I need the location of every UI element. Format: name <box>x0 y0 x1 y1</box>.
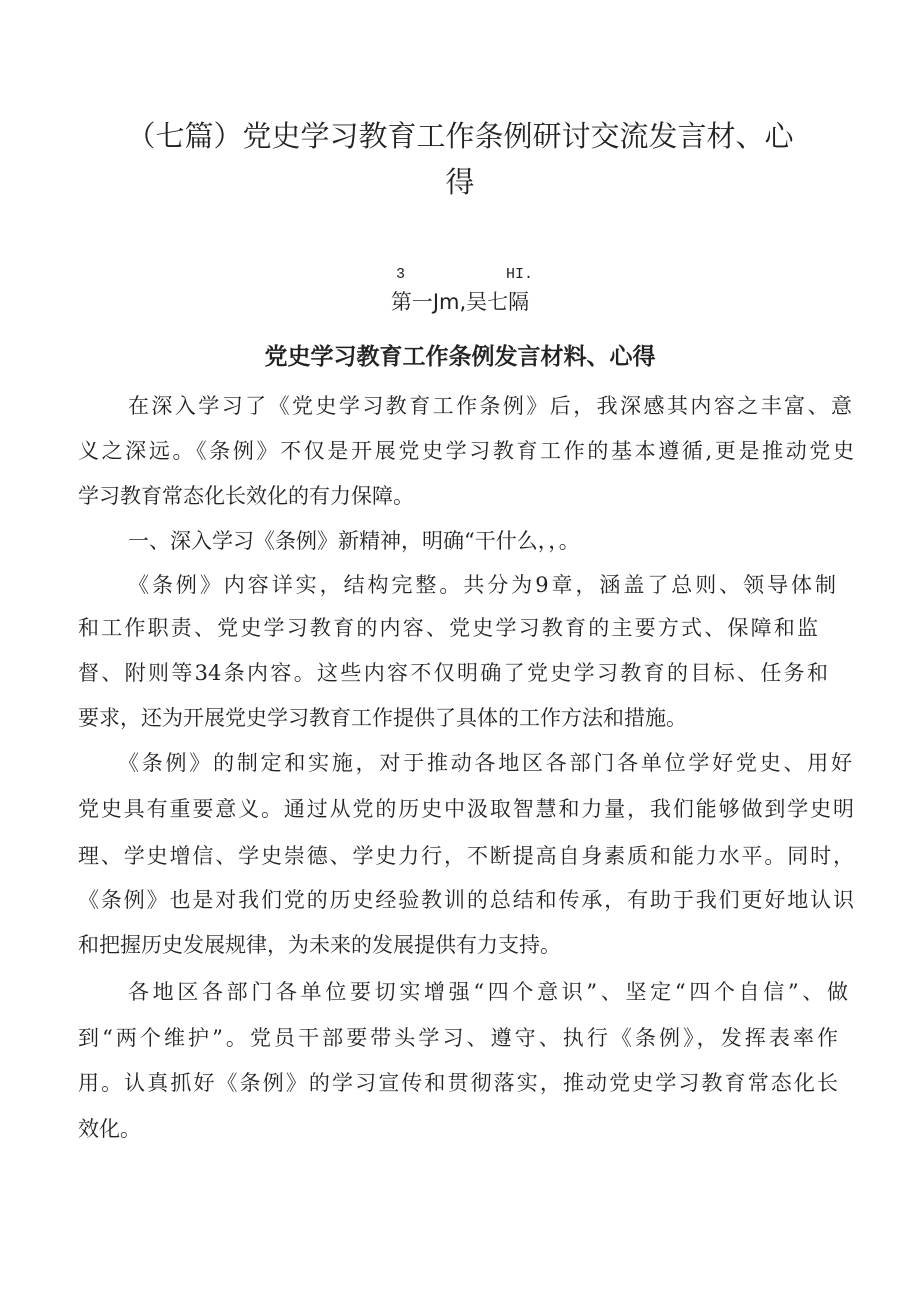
superscript-left: 3 <box>396 266 406 283</box>
body-line: 《条例》内容详实，结构完整。共分为9章，涵盖了总则、领导体制 <box>128 573 836 597</box>
body-line: 在深入学习了《党史学习教育工作条例》后，我深感其内容之丰富、意 <box>128 394 852 418</box>
body-line: 到“两个维护”。党员干部要带头学习、遵守、执行《条例》，发挥表率作 <box>78 1026 838 1050</box>
body-line: 各地区各部门各单位要切实增强“四个意识”、坚定“四个自信”、做 <box>128 980 848 1004</box>
body-line: 和把握历史发展规律，为未来的发展提供有力支持。 <box>78 933 561 957</box>
body-line: 《条例》的制定和实施，对于推动各地区各部门各单位学好党史、用好 <box>118 751 852 775</box>
body-line: 《条例》也是对我们党的历史经验教训的总结和传承，有助于我们更好地认识 <box>78 888 854 912</box>
body-line: 效化。 <box>78 1117 141 1141</box>
body-line: 和工作职责、党史学习教育的内容、党史学习教育的主要方式、保障和监 <box>78 616 818 640</box>
body-line: 理、学史增信、学史崇德、学史力行，不断提高自身素质和能力水平。同时， <box>78 844 854 868</box>
body-line: 督、附则等34条内容。这些内容不仅明确了党史学习教育的目标、任务和 <box>78 661 828 685</box>
section-heading: 一、深入学习《条例》新精神，明确“干什么，，。 <box>128 529 580 553</box>
body-line: 学习教育常态化长效化的有力保障。 <box>78 484 414 508</box>
article-title: 党史学习教育工作条例发言材料、心得 <box>264 344 656 370</box>
document-title-line-2: 得 <box>445 165 475 199</box>
superscript-right: HI. <box>506 266 534 283</box>
body-line: 义之深远。《条例》不仅是开展党史学习教育工作的基本遵循,更是推动党史 <box>78 439 854 463</box>
body-line: 要求，还为开展党史学习教育工作提供了具体的工作方法和措施。 <box>78 706 687 730</box>
body-line: 用。认真抓好《条例》的学习宣传和贯彻落实，推动党史学习教育常态化长 <box>78 1071 838 1095</box>
body-line: 党史具有重要意义。通过从党的历史中汲取智慧和力量，我们能够做到学史明 <box>78 797 854 821</box>
document-title-line-1: （七篇）党史学习教育工作条例研讨交流发言材、心 <box>126 119 794 153</box>
section-label: 第一Jm,吴七隔 <box>390 290 530 314</box>
